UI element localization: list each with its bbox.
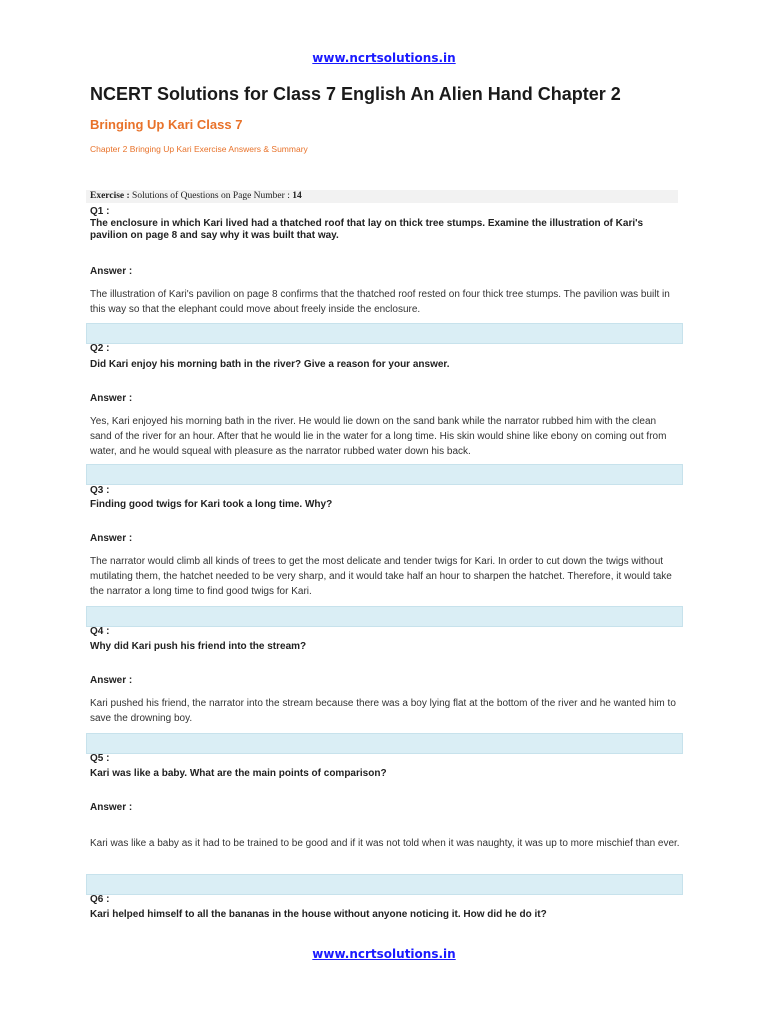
answer-label: Answer : <box>90 533 133 544</box>
answer-label: Answer : <box>90 675 133 686</box>
answer-label: Answer : <box>90 266 133 277</box>
exercise-page-number: 14 <box>292 191 302 201</box>
qa-block-1 <box>90 206 680 317</box>
question-text: Kari was like a baby. What are the main points of comparison? <box>90 768 387 779</box>
qa-block-5 <box>90 753 680 851</box>
section-divider <box>86 874 683 895</box>
question-text: Did Kari enjoy his morning bath in the river? Give a reason for your answer. <box>90 359 450 370</box>
answer-label: Answer : <box>90 393 133 404</box>
qa-block-2 <box>90 343 680 459</box>
answer-text: Kari was like a baby as it had to be trained to be good and if it was not told when it was naughty, it was up to more mischief than ever. <box>90 838 680 849</box>
question-label: Q6 : <box>90 894 110 905</box>
question-label: Q4 : <box>90 626 110 637</box>
question-text: The enclosure in which Kari lived had a thatched roof that lay on thick tree stumps. Examine the illustration of Kari's pavilion on page 8 and say why it was built that way. <box>90 218 644 241</box>
section-divider <box>86 323 683 344</box>
answer-text: Kari pushed his friend, the narrator into the stream because there was a boy lying flat at the bottom of the river and he wanted him to save the drowning boy. <box>90 698 676 724</box>
exercise-bar <box>86 190 678 203</box>
question-text: Finding good twigs for Kari took a long time. Why? <box>90 499 333 510</box>
site-link-bottom[interactable]: www.ncrtsolutions.in <box>312 947 456 961</box>
section-divider <box>86 733 683 754</box>
exercise-label: Exercise : <box>90 191 130 201</box>
site-link-top[interactable]: www.ncrtsolutions.in <box>312 51 456 65</box>
question-text: Kari helped himself to all the bananas in the house without anyone noticing it. How did he do it? <box>90 909 547 920</box>
chapter-caption: Chapter 2 Bringing Up Kari Exercise Answers & Summary <box>90 144 308 154</box>
exercise-text: Solutions of Questions on Page Number : <box>132 191 290 201</box>
chapter-subtitle: Bringing Up Kari Class 7 <box>90 117 243 132</box>
section-divider <box>86 464 683 485</box>
question-label: Q2 : <box>90 343 110 354</box>
answer-text: The illustration of Kari's pavilion on page 8 confirms that the thatched roof rested on four thick tree stumps. The pavilion was built in this way so that the elephant could move about freely inside the enclosure. <box>90 289 670 315</box>
question-text: Why did Kari push his friend into the stream? <box>90 641 307 652</box>
qa-block-6 <box>90 894 680 921</box>
question-label: Q3 : <box>90 485 110 496</box>
section-divider <box>86 606 683 627</box>
answer-text: The narrator would climb all kinds of trees to get the most delicate and tender twigs for Kari. In order to cut down the twigs without mutilating them, the hatchet needed to be very sharp, and it would take half an hour to sharpen the hatchet. Therefore, it would take the narrator a long time to find good twigs for Kari. <box>90 556 672 597</box>
question-label: Q1 : <box>90 206 110 217</box>
page-title: NCERT Solutions for Class 7 English An Alien Hand Chapter 2 <box>90 84 621 104</box>
answer-text: Yes, Kari enjoyed his morning bath in the river. He would lie down on the sand bank while the narrator rubbed him with the clean sand of the river for an hour. After that he would lie in the water for a long time. His skin would shine like ebony on coming out from water, and he would squeal with pleasure as the narrator rubbed water down his back. <box>90 416 667 457</box>
qa-block-4 <box>90 626 680 726</box>
answer-label: Answer : <box>90 802 133 813</box>
qa-block-3 <box>90 485 680 599</box>
question-label: Q5 : <box>90 753 110 764</box>
